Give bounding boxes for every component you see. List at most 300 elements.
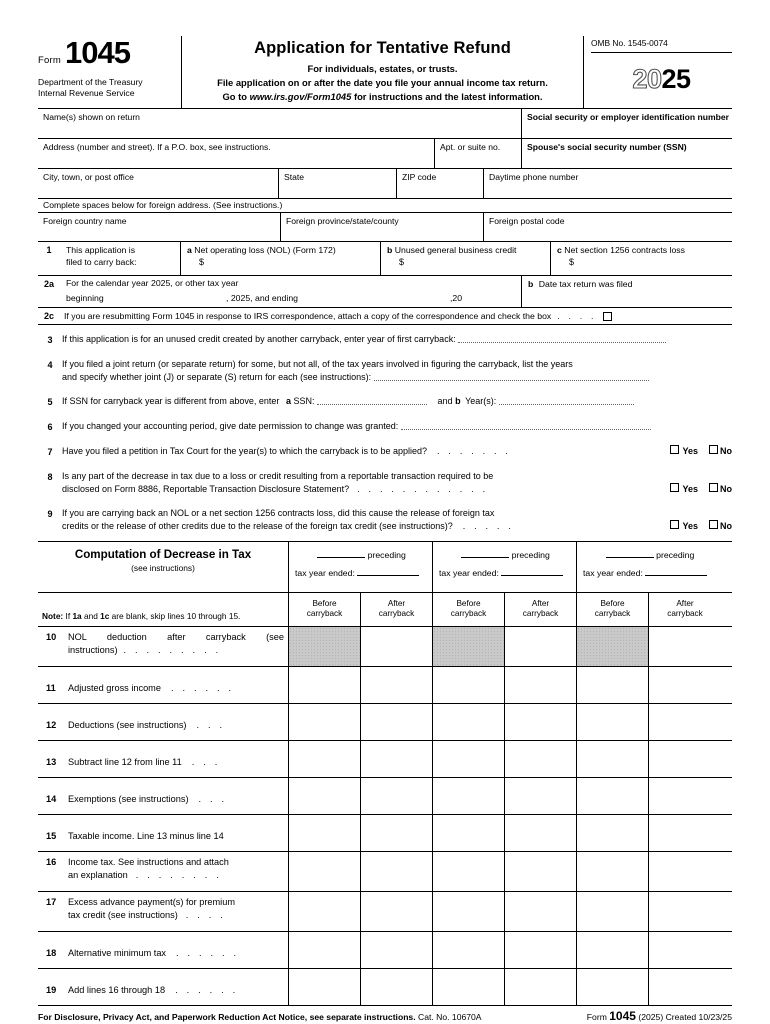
row-16-text-l2-label: an explanation	[68, 870, 128, 880]
row-14-cell-4[interactable]	[505, 778, 577, 814]
computation-table-header	[38, 542, 732, 592]
row-17-cell-2[interactable]	[361, 892, 433, 931]
line-1-row	[38, 242, 732, 276]
period-2-ended-input[interactable]	[501, 575, 563, 576]
period-column-2[interactable]	[433, 542, 577, 592]
row-11-cell-3[interactable]	[433, 667, 505, 703]
col-header-5-l1: Before	[600, 599, 625, 608]
foreign-country-field[interactable]	[38, 213, 280, 241]
row-13-cell-6[interactable]	[649, 741, 721, 777]
question-7-yes-label: Yes	[682, 446, 698, 456]
apt-field[interactable]	[434, 139, 521, 168]
period-1-ended-input[interactable]	[357, 575, 419, 576]
row-14-cell-3[interactable]	[433, 778, 505, 814]
row-10-text-l1: NOL deduction after carryback (see	[68, 632, 284, 642]
question-6	[38, 420, 732, 434]
row-12-cell-5[interactable]	[577, 704, 649, 740]
computation-note	[38, 593, 289, 626]
line-1b-text: Unused general business credit	[394, 245, 517, 255]
question-3-text-row	[62, 333, 732, 347]
row-12-label	[38, 704, 289, 740]
row-18-text	[68, 947, 284, 960]
page-title: Application for Tentative Refund	[254, 39, 511, 57]
col-header-6-l1: After	[676, 599, 694, 608]
question-5a-letter: a	[285, 396, 291, 406]
row-18-cell-1[interactable]	[289, 932, 361, 968]
row-15-cell-5[interactable]	[577, 815, 649, 851]
question-9-no-label: No	[720, 521, 732, 531]
foreign-address-note: Complete spaces below for foreign address. (See instructions.)	[43, 200, 283, 210]
line-2c-checkbox[interactable]	[603, 312, 612, 321]
question-6-input[interactable]	[401, 429, 651, 430]
omb-number: OMB No. 1545-0074	[591, 38, 668, 48]
question-5-ssn-input[interactable]	[317, 404, 427, 405]
row-19-text	[68, 984, 284, 997]
table-row	[38, 666, 732, 703]
row-10-cell-1	[289, 627, 361, 666]
ssn-ein-label: Social security or employer identification number	[527, 111, 730, 122]
foreign-province-label: Foreign province/state/county	[286, 215, 399, 226]
row-19-cell-4[interactable]	[505, 969, 577, 1005]
line-1-text-l2: filed to carry back:	[66, 256, 137, 267]
state-field[interactable]	[278, 169, 396, 198]
table-row	[38, 814, 732, 851]
period-1-ended-row	[295, 568, 428, 578]
row-12-text-l1: Deductions (see instructions)	[68, 720, 187, 730]
row-11-cell-1[interactable]	[289, 667, 361, 703]
period-3-ended-input[interactable]	[645, 575, 707, 576]
line-2a-taxyear	[60, 276, 521, 307]
row-10-cell-4[interactable]	[505, 627, 577, 666]
period-1-year-input[interactable]	[317, 557, 365, 558]
row-19-label	[38, 969, 289, 1005]
row-12-number: 12	[46, 720, 57, 730]
row-19-number: 19	[46, 985, 57, 995]
address-row	[38, 139, 732, 169]
ssn-ein-field[interactable]	[521, 109, 732, 138]
form-footer	[38, 1005, 732, 1023]
line-2b-letter: b	[528, 279, 534, 289]
question-5-mid: and	[437, 396, 453, 406]
line-1-text	[60, 242, 180, 275]
row-16-label	[38, 852, 289, 891]
question-5b-letter: b	[455, 396, 461, 406]
col-header-2-l1: After	[387, 599, 406, 608]
question-4-line2	[62, 371, 732, 384]
question-4-text-row	[62, 358, 732, 384]
question-7-text-row	[62, 445, 732, 459]
row-14-cell-6[interactable]	[649, 778, 721, 814]
line-2c-content	[60, 311, 732, 321]
row-15-cell-4[interactable]	[505, 815, 577, 851]
question-7-no-label: No	[720, 446, 732, 456]
col-header-3-l2: carryback	[450, 609, 487, 618]
row-15-text-l1: Taxable income. Line 13 minus line 14	[68, 831, 224, 841]
row-11-text	[68, 682, 284, 695]
row-12-leaders: . . .	[196, 720, 226, 730]
row-11-cell-2[interactable]	[361, 667, 433, 703]
row-19-cell-5[interactable]	[577, 969, 649, 1005]
title-subtitle-2: File application on or after the date you file your annual income tax return.	[217, 77, 548, 88]
period-3-preceding-row	[583, 550, 717, 560]
row-13-text-l1: Subtract line 12 from line 11	[68, 757, 182, 767]
row-14-label	[38, 778, 289, 814]
line-2c-number: 2c	[43, 311, 54, 321]
name-row	[38, 109, 732, 139]
question-9-text-row	[62, 507, 732, 533]
question-9-no-checkbox[interactable]	[709, 520, 718, 529]
row-16-text-l1: Income tax. See instructions and attach	[68, 857, 229, 867]
question-6-text: If you changed your accounting period, give date permission to change was granted:	[62, 421, 399, 431]
question-8-no-checkbox[interactable]	[709, 483, 718, 492]
period-2-preceding-row	[439, 550, 572, 560]
row-18-number: 18	[46, 948, 57, 958]
col-header-6-l2: carryback	[667, 609, 703, 618]
row-18-cell-5[interactable]	[577, 932, 649, 968]
row-15-cell-3[interactable]	[433, 815, 505, 851]
row-12-text	[68, 719, 284, 732]
row-11-number: 11	[46, 683, 56, 693]
row-18-cell-3[interactable]	[433, 932, 505, 968]
row-11-text-l1: Adjusted gross income	[68, 683, 161, 693]
col-header-4-l2: carryback	[522, 609, 559, 618]
question-9	[38, 507, 732, 533]
row-16-cell-6[interactable]	[649, 852, 721, 891]
row-14-cell-5[interactable]	[577, 778, 649, 814]
row-19-cell-1[interactable]	[289, 969, 361, 1005]
period-1-ended-label: tax year ended:	[295, 568, 355, 578]
question-3-text: If this application is for an unused credit created by another carryback, enter year of first carryback:	[62, 334, 456, 344]
question-8-text-l2: disclosed on Form 8886, Reportable Transaction Disclosure Statement?	[62, 484, 350, 494]
identity-block	[38, 108, 732, 241]
zip-field[interactable]	[396, 169, 483, 198]
row-16-cell-4[interactable]	[505, 852, 577, 891]
row-18-text-l1: Alternative minimum tax	[68, 948, 167, 958]
table-row	[38, 968, 732, 1005]
question-5-year-input[interactable]	[499, 404, 634, 405]
form-number: 1045	[64, 35, 130, 70]
line-1-number: 1	[46, 245, 52, 255]
phone-label: Daytime phone number	[489, 171, 579, 182]
row-10-text	[68, 631, 284, 666]
table-row	[38, 626, 732, 666]
row-12-cell-3[interactable]	[433, 704, 505, 740]
question-9-yes-label: Yes	[682, 521, 698, 531]
question-4-text-l2: and specify whether joint (J) or separate (S) return for each (see instructions):	[62, 372, 372, 382]
computation-title: Computation of Decrease in Tax	[74, 548, 252, 561]
col-header-5-l2: carryback	[594, 609, 631, 618]
row-16-cell-5[interactable]	[577, 852, 649, 891]
period-3-year-input[interactable]	[606, 557, 654, 558]
question-4	[38, 358, 732, 384]
table-row	[38, 891, 732, 931]
row-17-label	[38, 892, 289, 931]
header-omb-block	[584, 36, 732, 108]
computation-note-text: If 1a and 1c are blank, skip lines 10 through 15.	[65, 611, 241, 621]
row-17-text	[68, 896, 284, 931]
row-13-cell-3[interactable]	[433, 741, 505, 777]
row-13-number: 13	[46, 757, 57, 767]
row-13-cell-1[interactable]	[289, 741, 361, 777]
period-1-preceding-label: preceding	[367, 550, 406, 560]
row-14-cell-2[interactable]	[361, 778, 433, 814]
question-5-text-pre: If SSN for carryback year is different from above, enter	[62, 396, 280, 406]
row-17-text-l1: Excess advance payment(s) for premium	[68, 897, 235, 907]
row-17-cell-6[interactable]	[649, 892, 721, 931]
row-10-cell-5	[577, 627, 649, 666]
title-subtitle-1: For individuals, estates, or trusts.	[307, 63, 458, 74]
row-14-number: 14	[46, 794, 57, 804]
address-label: Address (number and street). If a P.O. box, see instructions.	[43, 141, 271, 152]
question-7	[38, 445, 732, 459]
period-column-3[interactable]	[577, 542, 721, 592]
row-11-cell-5[interactable]	[577, 667, 649, 703]
tax-year-outline: 20	[632, 64, 662, 94]
row-18-cell-6[interactable]	[649, 932, 721, 968]
row-19-cell-6[interactable]	[649, 969, 721, 1005]
department-line-2: Internal Revenue Service	[38, 88, 135, 98]
footer-created-date: Created 10/23/25	[665, 1012, 732, 1022]
col-header-5	[577, 593, 649, 626]
row-12-cell-1[interactable]	[289, 704, 361, 740]
foreign-province-field[interactable]	[280, 213, 483, 241]
table-row	[38, 703, 732, 740]
row-13-cell-5[interactable]	[577, 741, 649, 777]
line-1a-nol-field[interactable]	[180, 242, 380, 275]
row-17-number: 17	[46, 897, 57, 907]
period-2-ended-row	[439, 568, 572, 578]
line-1a-text: Net operating loss (NOL) (Form 172)	[194, 245, 336, 255]
col-header-3-l1: Before	[456, 599, 481, 608]
line-1b-letter: b	[387, 245, 393, 255]
address-field[interactable]	[38, 139, 434, 168]
row-17-cell-5[interactable]	[577, 892, 649, 931]
row-10-cell-2[interactable]	[361, 627, 433, 666]
row-14-leaders: . . .	[198, 794, 228, 804]
question-5a-label: SSN:	[293, 396, 315, 406]
city-label: City, town, or post office	[43, 171, 134, 182]
foreign-postal-field[interactable]	[483, 213, 732, 241]
line-1c-text: Net section 1256 contracts loss	[564, 245, 685, 255]
period-2-ended-label: tax year ended:	[439, 568, 499, 578]
city-row	[38, 169, 732, 199]
question-4-input[interactable]	[374, 380, 649, 381]
row-13-cell-2[interactable]	[361, 741, 433, 777]
computation-note-prefix: Note:	[42, 611, 64, 621]
row-12-cell-2[interactable]	[361, 704, 433, 740]
row-13-leaders: . . .	[191, 757, 221, 767]
period-3-ended-row	[583, 568, 717, 578]
col-header-1-l1: Before	[312, 599, 337, 608]
row-17-text-l2	[68, 909, 284, 922]
question-9-number: 9	[47, 509, 53, 519]
question-3-number: 3	[47, 335, 53, 345]
row-16-cell-2[interactable]	[361, 852, 433, 891]
state-label: State	[284, 171, 305, 182]
row-10-leaders: . . . . . . . . .	[123, 645, 222, 655]
row-12-cell-4[interactable]	[505, 704, 577, 740]
row-13-text	[68, 756, 284, 769]
form-word-label: Form	[38, 55, 61, 66]
line-1b-credit-field[interactable]	[380, 242, 550, 275]
row-11-cell-4[interactable]	[505, 667, 577, 703]
question-9-leaders: . . . . .	[462, 521, 515, 531]
line-1c-dollar: $	[569, 257, 575, 267]
foreign-country-label: Foreign country name	[43, 215, 127, 226]
row-15-cell-1[interactable]	[289, 815, 361, 851]
question-7-leaders: . . . . . . .	[437, 446, 512, 456]
city-field[interactable]	[38, 169, 278, 198]
line-2a-beginning-ending[interactable]	[66, 293, 518, 305]
question-8-text-row	[62, 470, 732, 496]
question-9-text-l2: credits or the release of other credits due to the release of the foreign tax credit (see instructions)?	[62, 521, 453, 531]
row-18-label	[38, 932, 289, 968]
period-3-preceding-label: preceding	[656, 550, 695, 560]
form-header	[38, 36, 732, 108]
question-8-no-label: No	[720, 484, 732, 494]
row-10-cell-3	[433, 627, 505, 666]
question-8-line2	[62, 483, 732, 496]
row-10-text-l2	[68, 644, 284, 657]
row-17-text-l2-label: tax credit (see instructions)	[68, 910, 178, 920]
line-2a-beginning-label: beginning	[66, 292, 104, 303]
header-form-identity	[38, 36, 182, 108]
line-2a-number: 2a	[43, 279, 54, 289]
question-8-text-l1: Is any part of the decrease in tax due to a loss or credit resulting from a reportable transaction required to be	[62, 471, 494, 481]
footer-form-word: Form	[586, 1012, 607, 1022]
row-13-label	[38, 741, 289, 777]
foreign-row	[38, 213, 732, 241]
foreign-note-row	[38, 199, 732, 213]
foreign-postal-label: Foreign postal code	[489, 215, 565, 226]
question-6-number: 6	[47, 422, 53, 432]
question-7-text: Have you filed a petition in Tax Court for the year(s) to which the carryback is to be applied?	[62, 446, 428, 456]
row-10-label	[38, 627, 289, 666]
question-5b-label: Year(s):	[465, 396, 497, 406]
line-1a-letter: a	[187, 245, 192, 255]
row-17-cell-1[interactable]	[289, 892, 361, 931]
table-row	[38, 851, 732, 891]
row-15-number: 15	[46, 831, 57, 841]
col-header-3	[433, 593, 505, 626]
header-title-block	[182, 36, 584, 108]
table-row	[38, 931, 732, 968]
row-19-cell-2[interactable]	[361, 969, 433, 1005]
title-subtitle-3	[188, 91, 577, 102]
row-16-leaders: . . . . . . . .	[135, 870, 223, 880]
question-6-text-row	[62, 420, 732, 434]
question-7-number: 7	[47, 447, 53, 457]
question-4-text-l1: If you filed a joint return (or separate return) for some, but not all, of the tax years involved in figuring the carryback, list the years	[62, 359, 573, 369]
row-16-text	[68, 856, 284, 891]
computation-table	[38, 541, 732, 1005]
tax-year-solid: 25	[661, 64, 691, 94]
line-2c-row	[38, 308, 732, 325]
line-2c-leaders: . . . .	[557, 311, 597, 321]
line-2a-row	[38, 276, 732, 308]
row-18-leaders: . . . . . .	[176, 948, 240, 958]
apt-label: Apt. or suite no.	[440, 141, 501, 152]
question-7-yes-checkbox[interactable]	[670, 445, 679, 454]
phone-field[interactable]	[483, 169, 732, 198]
department-block	[38, 77, 175, 99]
question-8	[38, 470, 732, 496]
line-2a-text-l1: For the calendar year 2025, or other tax year	[66, 278, 239, 288]
line-2b-text: Date tax return was filed	[538, 279, 633, 289]
row-12-cell-6[interactable]	[649, 704, 721, 740]
row-15-cell-2[interactable]	[361, 815, 433, 851]
question-9-line2	[62, 520, 732, 533]
row-15-label	[38, 815, 289, 851]
line-1b-dollar: $	[399, 257, 405, 267]
row-16-cell-3[interactable]	[433, 852, 505, 891]
question-4-number: 4	[47, 360, 53, 370]
question-8-number: 8	[47, 472, 53, 482]
goto-prefix: Go to	[222, 91, 250, 102]
row-15-cell-6[interactable]	[649, 815, 721, 851]
name-label: Name(s) shown on return	[43, 111, 140, 122]
footer-form-number: 1045	[609, 1009, 636, 1023]
question-8-yes-checkbox[interactable]	[670, 483, 679, 492]
irs-url-link[interactable]: www.irs.gov/Form1045	[249, 91, 352, 102]
question-7-no-checkbox[interactable]	[709, 445, 718, 454]
row-18-cell-2[interactable]	[361, 932, 433, 968]
tax-year	[591, 53, 732, 108]
row-10-text-l2-label: instructions)	[68, 645, 118, 655]
row-11-cell-6[interactable]	[649, 667, 721, 703]
row-14-cell-1[interactable]	[289, 778, 361, 814]
footer-form-year: (2025)	[638, 1012, 664, 1022]
question-5	[38, 395, 732, 409]
line-2a-mid-text: , 2025, and ending	[226, 292, 298, 303]
question-9-text-l1: If you are carrying back an NOL or a net section 1256 contracts loss, did this cause the release of foreign tax	[62, 508, 495, 518]
row-15-text	[68, 830, 284, 843]
row-11-leaders: . . . . . .	[170, 683, 235, 693]
period-column-1[interactable]	[289, 542, 433, 592]
col-header-4-l1: After	[531, 599, 550, 608]
question-3-input[interactable]	[458, 342, 666, 343]
department-line-1: Department of the Treasury	[38, 77, 143, 87]
row-10-number: 10	[46, 632, 57, 642]
footer-cat-no: Cat. No. 10670A	[418, 1012, 482, 1022]
row-10-cell-6[interactable]	[649, 627, 721, 666]
line-1c-1256-field[interactable]	[550, 242, 732, 275]
question-8-leaders: . . . . . . . . . . . .	[357, 484, 489, 494]
spouse-ssn-field[interactable]	[521, 139, 732, 168]
row-19-cell-3[interactable]	[433, 969, 505, 1005]
name-field[interactable]	[38, 109, 521, 138]
line-1a-dollar: $	[199, 257, 205, 267]
row-17-cell-3[interactable]	[433, 892, 505, 931]
row-17-cell-4[interactable]	[505, 892, 577, 931]
question-3	[38, 333, 732, 347]
computation-subtitle: (see instructions)	[131, 563, 195, 573]
line-1-text-l1: This application is	[66, 245, 136, 255]
row-18-cell-4[interactable]	[505, 932, 577, 968]
row-13-cell-4[interactable]	[505, 741, 577, 777]
row-19-leaders: . . . . . .	[175, 985, 239, 995]
row-16-cell-1[interactable]	[289, 852, 361, 891]
footer-notice: For Disclosure, Privacy Act, and Paperwork Reduction Act Notice, see separate instructions.	[38, 1012, 416, 1022]
period-2-year-input[interactable]	[461, 557, 509, 558]
col-header-4	[505, 593, 577, 626]
line-2b-date-filed-field[interactable]	[521, 276, 732, 307]
row-16-text-l2	[68, 869, 284, 882]
col-header-2-l2: carryback	[378, 609, 415, 618]
row-14-text	[68, 793, 284, 806]
row-17-leaders: . . . .	[185, 910, 227, 920]
question-9-yes-checkbox[interactable]	[670, 520, 679, 529]
